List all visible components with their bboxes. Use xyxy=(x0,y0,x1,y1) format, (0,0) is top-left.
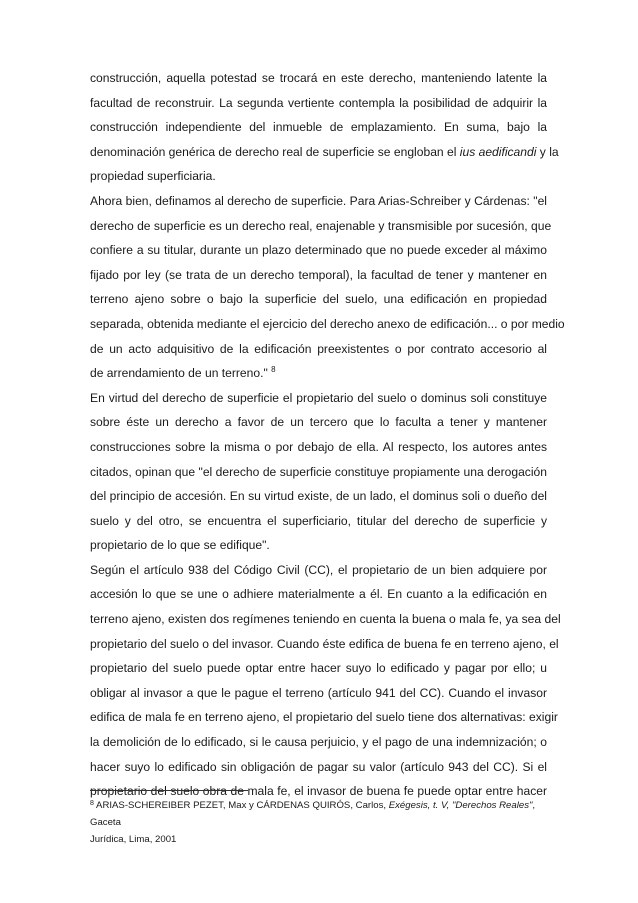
text-line: fijado por ley (se trata de un derecho temporal), la facultad de tener y mantener en xyxy=(90,267,547,282)
text-line-with-italic xyxy=(90,140,559,165)
text-line: separada, obtenida mediante el ejercicio del derecho anexo de edificación... o por medio xyxy=(90,316,565,331)
text-line: construcción, aquella potestad se trocará en este derecho, manteniendo latente la xyxy=(90,71,547,85)
footnote-line-2: Jurídica, Lima, 2001 xyxy=(90,834,177,845)
footnote xyxy=(90,797,550,848)
text-line: Ahora bien, definamos al derecho de superficie. Para Arias-Schreiber y Cárdenas: "el xyxy=(90,193,547,208)
text-line: En virtud del derecho de superficie el propietario del suelo o dominus soli constituye xyxy=(90,390,547,405)
text-line: terreno ajeno sobre o bajo la superficie del suelo, una edificación en propiedad xyxy=(90,292,547,307)
text-line: facultad de reconstruir. La segunda vertiente contempla la posibilidad de adquirir la xyxy=(90,95,547,110)
italic-term: ius aedificandi xyxy=(459,144,537,159)
text-line: derecho de superficie es un derecho real, enajenable y transmisible por sucesión, que xyxy=(90,218,552,233)
text-line: propietario del suelo o del invasor. Cuando éste edifica de buena fe en terreno ajeno, el xyxy=(90,636,559,651)
text-line: citados, opinan que "el derecho de superficie constituye propiamente una derogación xyxy=(90,464,547,479)
text-line: edifica de mala fe en terreno ajeno, el propietario del suelo tiene dos alternativas: exigir xyxy=(90,710,558,725)
text-line: propietario del suelo puede optar entre hacer suyo lo edificado y pagar por ello; u xyxy=(90,661,547,676)
text-line: de un acto adquisitivo de la edificación preexistentes o por contrato accesorio al xyxy=(90,341,547,356)
text-line: suelo y del otro, se encuentra el superficiario, titular del derecho de superficie y xyxy=(90,513,547,528)
text-line: Según el artículo 938 del Código Civil (CC), el propietario de un bien adquiere por xyxy=(90,562,547,577)
text-segment: de arrendamiento de un terreno." xyxy=(90,366,272,381)
text-line: propietario del suelo obra de mala fe, el invasor de buena fe puede optar entre hacer xyxy=(90,784,547,799)
footnote-authors: ARIAS-SCHEREIBER PEZET, Max y CÁRDENAS QUIRÓS, Carlos, xyxy=(93,800,389,811)
text-line: sobre éste un derecho a favor de un tercero que lo faculta a tener y mantener xyxy=(90,415,547,430)
text-line: construcción independiente del inmueble de emplazamiento. En suma, bajo la xyxy=(90,120,547,135)
footnote-number: 8 xyxy=(90,800,94,807)
text-line: la demolición de lo edificado, si le causa perjuicio, y el pago de una indemnización; o xyxy=(90,735,547,750)
body-text xyxy=(90,66,565,804)
text-line: propietario de lo que se edifique". xyxy=(90,538,270,553)
text-line: accesión lo que se une o adhiere materialmente a él. En cuanto a la edificación en xyxy=(90,587,547,602)
text-line: obligar al invasor a que le pague el terreno (artículo 941 del CC). Cuando el invasor xyxy=(90,685,547,700)
footnote-separator xyxy=(90,790,248,791)
text-line: construcciones sobre la misma o por debajo de ella. Al respecto, los autores antes xyxy=(90,439,547,454)
footnote-title: Exégesis, t. V, "Derechos Reales" xyxy=(388,800,533,811)
text-line: del principio de accesión. En su virtud existe, de un lado, el dominus soli o dueño del xyxy=(90,489,547,504)
text-segment: denominación genérica de derecho real de superficie se engloban el xyxy=(90,144,460,159)
text-line: hacer suyo lo edificado sin obligación de pagar su valor (artículo 943 del CC). Si el xyxy=(90,759,547,774)
text-line: confiere a su titular, durante un plazo determinado que no puede exceder al máximo xyxy=(90,243,547,258)
text-line: terreno ajeno, existen dos regímenes teniendo en cuenta la buena o mala fe, ya sea del xyxy=(90,612,561,627)
footnote-reference: 8 xyxy=(271,365,276,375)
text-segment: y la xyxy=(536,144,559,159)
text-line: propiedad superficiaria. xyxy=(90,169,216,184)
text-line-with-footnote-ref xyxy=(90,361,547,386)
footnote-publisher: , Gaceta xyxy=(90,800,536,828)
